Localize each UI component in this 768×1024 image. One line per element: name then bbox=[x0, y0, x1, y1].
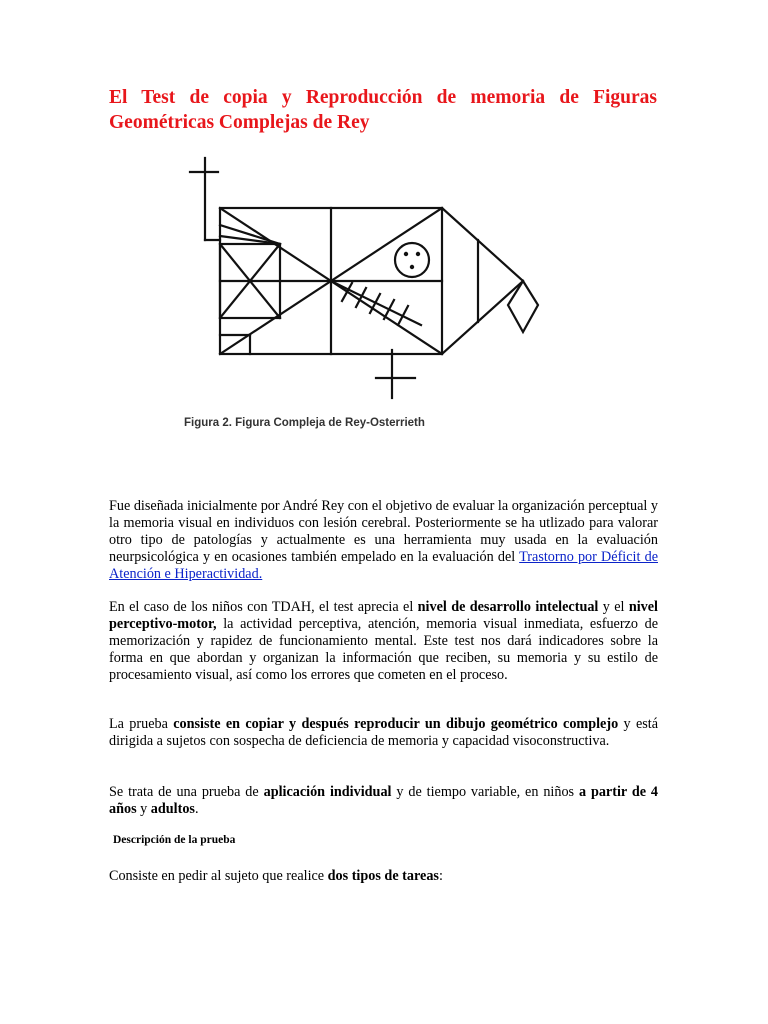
document-title: El Test de copia y Reproducción de memoria de Figuras Geométricas Complejas de Rey bbox=[109, 87, 657, 133]
paragraph-prueba: La prueba consiste en copiar y después reproducir un dibujo geométrico complejo y está dirigida a sujetos con sospecha de deficiencia de memoria y capacidad visoconstructiva. bbox=[109, 716, 658, 749]
paragraph-intro-text: Fue diseñada inicialmente por André Rey con el objetivo de evaluar la organización perceptual y la memoria visual en individuos con lesión cerebral. Posteriormente se ha utlizado para valorar otro tipo de patologías y actualmente es una herramienta muy usada en la evaluación neurpsicológica y en ocasiones también empelado en la evaluación del bbox=[109, 498, 658, 565]
paragraph-tdah: En el caso de los niños con TDAH, el test aprecia el nivel de desarrollo intelectual y el nivel perceptivo-motor, la actividad perceptiva, atención, memoria visual inmediata, esfuerzo de memorización y rapidez de funcionamiento mental. Este test nos dará indicadores sobre la forma en que abordan y organizan la información que reciben, su memoria y su estilo de procesamiento visual, así como los errores que cometen en el proceso. bbox=[109, 599, 658, 683]
figure-caption: Figura 2. Figura Compleja de Rey-Osterrieth bbox=[184, 417, 425, 429]
tdah-link[interactable]: Trastorno por Déficit de Atención e Hiperactividad. bbox=[109, 549, 658, 582]
paragraph-intro bbox=[109, 498, 658, 583]
section-heading: Descripción de la prueba bbox=[113, 834, 236, 846]
paragraph-tareas: Consiste en pedir al sujeto que realice dos tipos de tareas: bbox=[109, 868, 443, 884]
rey-figure-drawing bbox=[180, 150, 540, 440]
paragraph-aplicacion: Se trata de una prueba de aplicación individual y de tiempo variable, en niños a partir de 4 años y adultos. bbox=[109, 784, 658, 817]
rey-osterrieth-figure bbox=[180, 150, 540, 440]
